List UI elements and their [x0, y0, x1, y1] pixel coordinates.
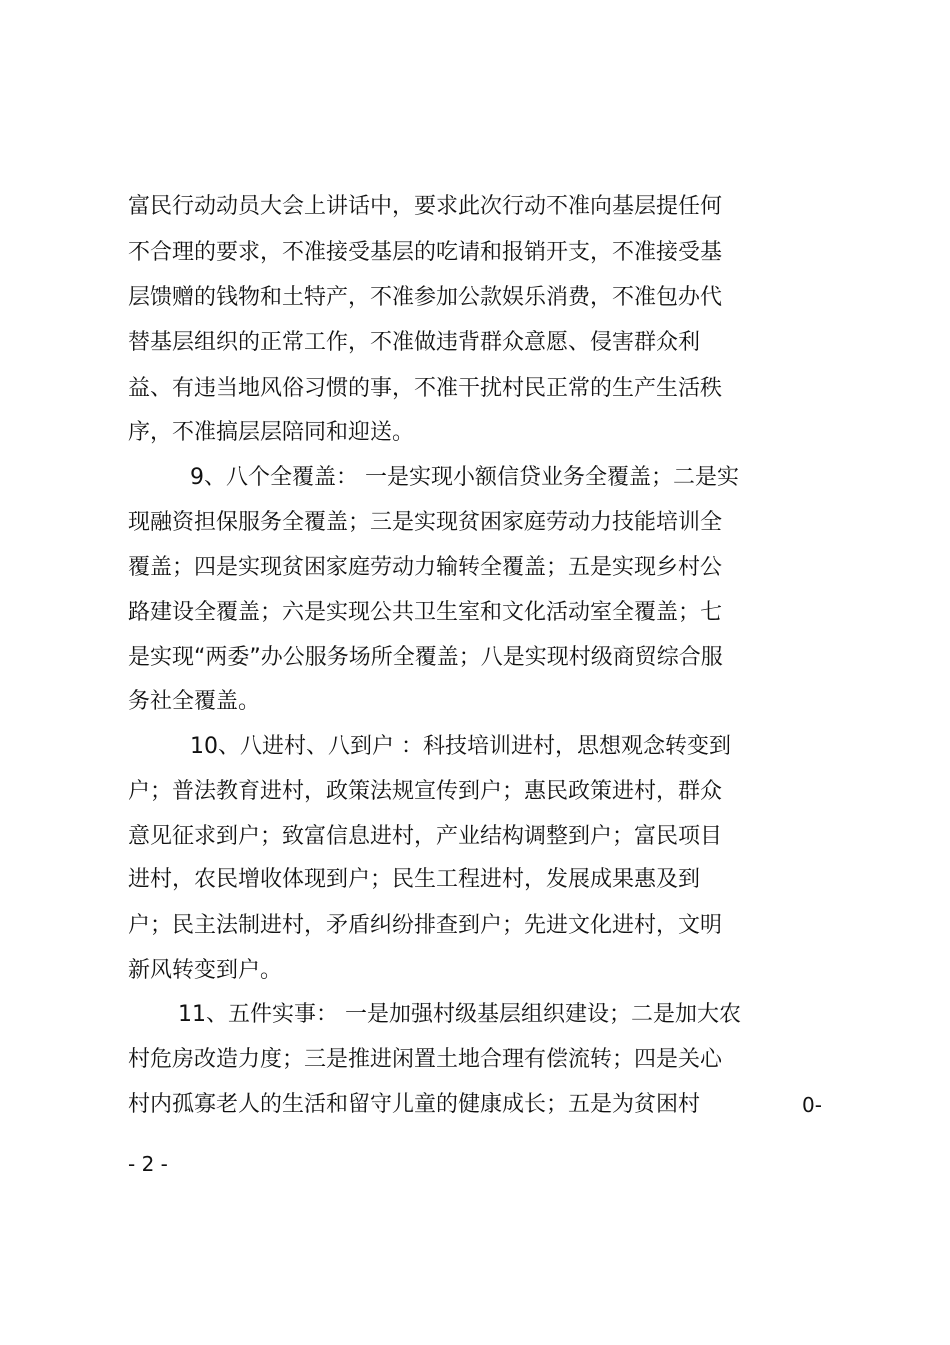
text-line-21: 村内孤寡老人的生活和留守儿童的健康成长；五是为贫困村 [128, 1092, 701, 1117]
text-line-8: 现融资担保服务全覆盖；三是实现贫困家庭劳动力技能培训全 [128, 510, 723, 535]
text-line-9: 覆盖；四是实现贫困家庭劳动力输转全覆盖；五是实现乡村公 [128, 555, 723, 580]
text-line-10: 路建设全覆盖；六是实现公共卫生室和文化活动室全覆盖；七 [128, 600, 723, 625]
text-line-2: 不合理的要求，不准接受基层的吃请和报销开支，不准接受基 [128, 240, 723, 265]
text-line-20: 村危房改造力度；三是推进闲置土地合理有偿流转；四是关心 [128, 1047, 723, 1072]
paragraph-10-heading-line: 10、八进村、八到户 ：科技培训进村，思想观念转变到 [190, 734, 731, 759]
text-line-17: 户；民主法制进村，矛盾纠纷排查到户；先进文化进村，文明 [128, 913, 723, 938]
text-line-5: 益、有违当地风俗习惯的事，不准干扰村民正常的生产生活秩 [128, 376, 723, 401]
text-line-4: 替基层组织的正常工作，不准做违背群众意愿、侵害群众利 [128, 330, 701, 355]
text-line-1: 富民行动动员大会上讲话中，要求此次行动不准向基层提任何 [128, 194, 723, 219]
text-line-15: 意见征求到户；致富信息进村，产业结构调整到户；富民项目 [128, 824, 723, 849]
text-line-12: 务社全覆盖。 [128, 689, 261, 714]
text-line-6: 序，不准搞层层陪同和迎送。 [128, 420, 415, 445]
margin-note: 0- [802, 1093, 822, 1117]
text-line-18: 新风转变到户。 [128, 958, 283, 983]
text-line-11: 是实现“两委”办公服务场所全覆盖；八是实现村级商贸综合服 [128, 645, 723, 670]
text-line-14: 户；普法教育进村，政策法规宣传到户；惠民政策进村，群众 [128, 779, 723, 804]
page-number: - 2 - [128, 1152, 168, 1176]
text-line-16: 进村，农民增收体现到户；民生工程进村，发展成果惠及到 [128, 867, 701, 892]
paragraph-11-heading-line: 11、五件实事： 一是加强村级基层组织建设；二是加大农 [178, 1002, 741, 1027]
text-line-3: 层馈赠的钱物和土特产，不准参加公款娱乐消费，不准包办代 [128, 285, 723, 310]
paragraph-9-heading-line: 9、八个全覆盖： 一是实现小额信贷业务全覆盖；二是实 [190, 465, 739, 490]
